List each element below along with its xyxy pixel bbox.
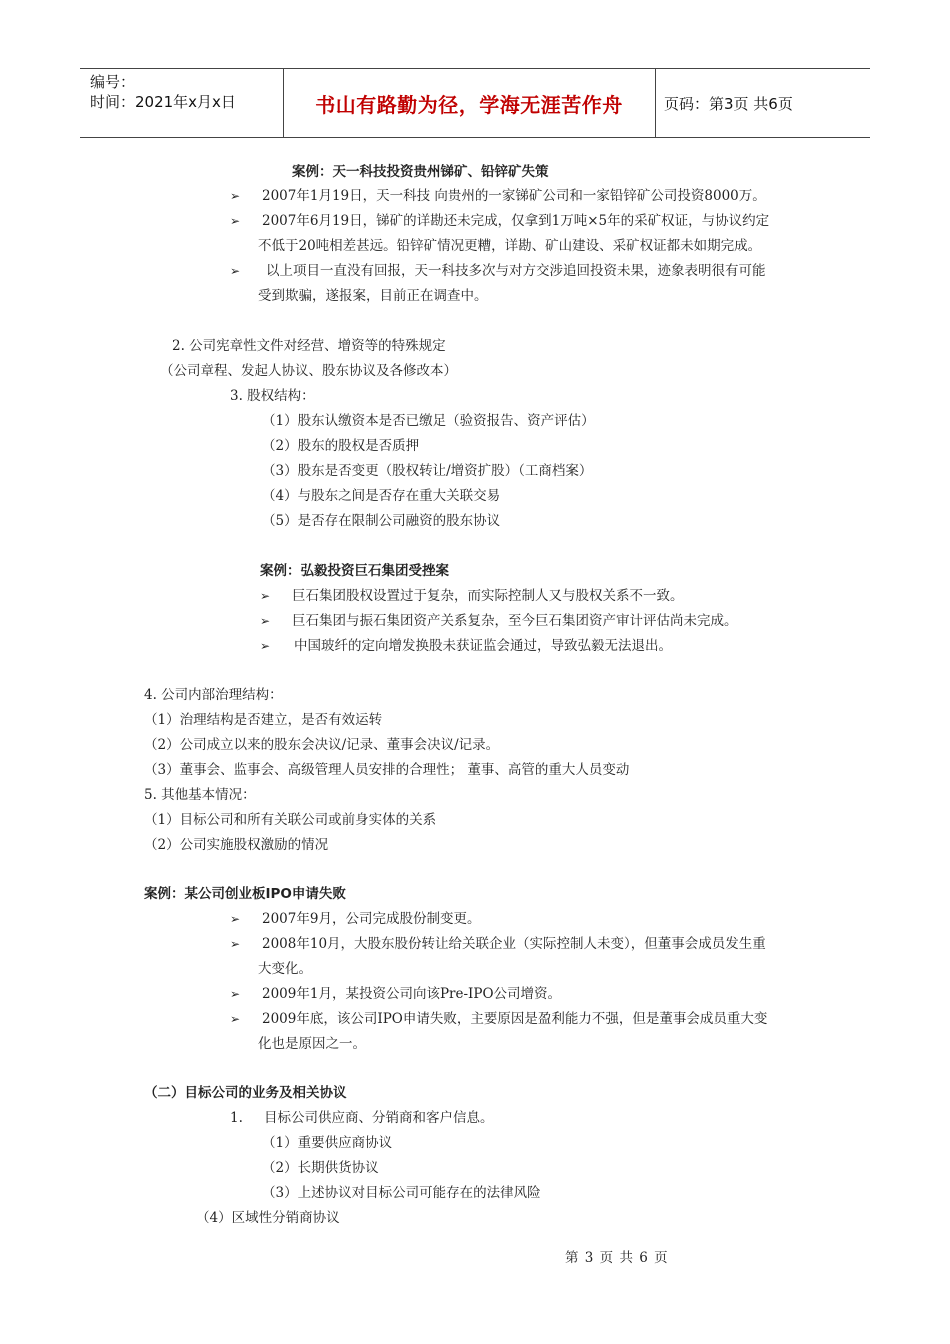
case3-bullet-2: 2008年10月，大股东股份转让给关联企业（实际控制人未变），但董事会成员发生重 [262, 936, 766, 952]
case1-bullet-3-cont: 受到欺骗，遂报案，目前正在调查中。 [258, 288, 488, 304]
section-4-title: 4. 公司内部治理结构： [144, 687, 283, 703]
bullet-arrow-icon: ➢ [230, 912, 241, 926]
case3-bullet-3: 2009年1月，某投资公司向该Pre-IPO公司增资。 [262, 986, 562, 1002]
header-divider [655, 69, 656, 137]
section-3-item: （3）股东是否变更（股权转让/增资扩股）（工商档案） [262, 463, 593, 479]
bullet-arrow-icon: ➢ [260, 614, 271, 628]
bullet-arrow-icon: ➢ [230, 214, 241, 228]
bullet-arrow-icon: ➢ [260, 639, 271, 653]
header-motto: 书山有路勤为径，学海无涯苦作舟 [315, 93, 623, 117]
case3-bullet-2-cont: 大变化。 [258, 961, 312, 977]
case3-bullet-4: 2009年底，该公司IPO申请失败，主要原因是盈利能力不强，但是董事会成员重大变 [262, 1011, 768, 1027]
section-5-title: 5. 其他基本情况： [144, 787, 256, 803]
section-3-item: （1）股东认缴资本是否已缴足（验资报告、资产评估） [262, 413, 595, 429]
section-5-item: （1）目标公司和所有关联公司或前身实体的关系 [144, 812, 437, 828]
page-footer: 第 3 页 共 6 页 [565, 1250, 669, 1266]
case2-title: 案例：弘毅投资巨石集团受挫案 [260, 563, 449, 579]
case1-title: 案例：天一科技投资贵州锑矿、铅锌矿失策 [292, 164, 549, 180]
bullet-arrow-icon: ➢ [230, 189, 241, 203]
section-5-item: （2）公司实施股权激励的情况 [144, 837, 329, 853]
part-2-sub-item: （1）重要供应商协议 [262, 1135, 393, 1151]
case2-bullet-1: 巨石集团股权设置过于复杂，而实际控制人又与股权关系不一致。 [292, 588, 684, 604]
number-label: 编号： [90, 73, 136, 91]
bullet-arrow-icon: ➢ [230, 264, 241, 278]
part-2-sub-item: （2）长期供货协议 [262, 1160, 379, 1176]
case1-bullet-3: 以上项目一直没有回报，天一科技多次与对方交涉追回投资未果，迹象表明很有可能 [266, 263, 766, 279]
section-3-item: （5）是否存在限制公司融资的股东协议 [262, 513, 501, 529]
bullet-arrow-icon: ➢ [260, 589, 271, 603]
bullet-arrow-icon: ➢ [230, 987, 241, 1001]
section-3-item: （2）股东的股权是否质押 [262, 438, 420, 454]
case3-bullet-1: 2007年9月，公司完成股份制变更。 [262, 911, 481, 927]
section-3-item: （4）与股东之间是否存在重大关联交易 [262, 488, 501, 504]
case2-bullet-3: 中国玻纤的定向增发换股未获证监会通过，导致弘毅无法退出。 [294, 638, 672, 654]
section-2-title: 2. 公司宪章性文件对经营、增资等的特殊规定 [172, 338, 446, 354]
bullet-arrow-icon: ➢ [230, 937, 241, 951]
section-4-item: （2）公司成立以来的股东会决议/记录、董事会决议/记录。 [144, 737, 500, 753]
header-left [90, 72, 236, 112]
case3-title: 案例：某公司创业板IPO申请失败 [144, 886, 346, 902]
case1-bullet-1: 2007年1月19日，天一科技 向贵州的一家锑矿公司和一家铅锌矿公司投资8000万。 [262, 188, 766, 204]
case3-bullet-4-cont: 化也是原因之一。 [258, 1036, 366, 1052]
page-header [80, 68, 870, 138]
section-4-item: （1）治理结构是否建立，是否有效运转 [144, 712, 383, 728]
time-label: 时间：2021年x月x日 [90, 93, 236, 111]
part-2-sub-item: （3）上述协议对目标公司可能存在的法律风险 [262, 1185, 541, 1201]
section-3-title: 3. 股权结构： [230, 388, 315, 404]
case1-bullet-2: 2007年6月19日，锑矿的详勘还未完成，仅拿到1万吨×5年的采矿权证，与协议约定 [262, 213, 770, 229]
case2-bullet-2: 巨石集团与振石集团资产关系复杂，至今巨石集团资产审计评估尚未完成。 [292, 613, 738, 629]
part-2-title: （二）目标公司的业务及相关协议 [144, 1085, 347, 1101]
section-4-item: （3）董事会、监事会、高级管理人员安排的合理性； 董事、高管的重大人员变动 [144, 762, 630, 778]
section-2-sub: （公司章程、发起人协议、股东协议及各修改本） [160, 363, 457, 379]
header-page-info: 页码：第3页 共6页 [664, 95, 793, 113]
case1-bullet-2-cont: 不低于20吨相差甚远。铅锌矿情况更糟，详勘、矿山建设、采矿权证都未如期完成。 [258, 238, 762, 254]
part-2-item-text: 目标公司供应商、分销商和客户信息。 [264, 1110, 494, 1126]
bullet-arrow-icon: ➢ [230, 1012, 241, 1026]
part-2-sub-item: （4）区域性分销商协议 [196, 1210, 340, 1226]
part-2-item-num: 1. [230, 1110, 243, 1126]
